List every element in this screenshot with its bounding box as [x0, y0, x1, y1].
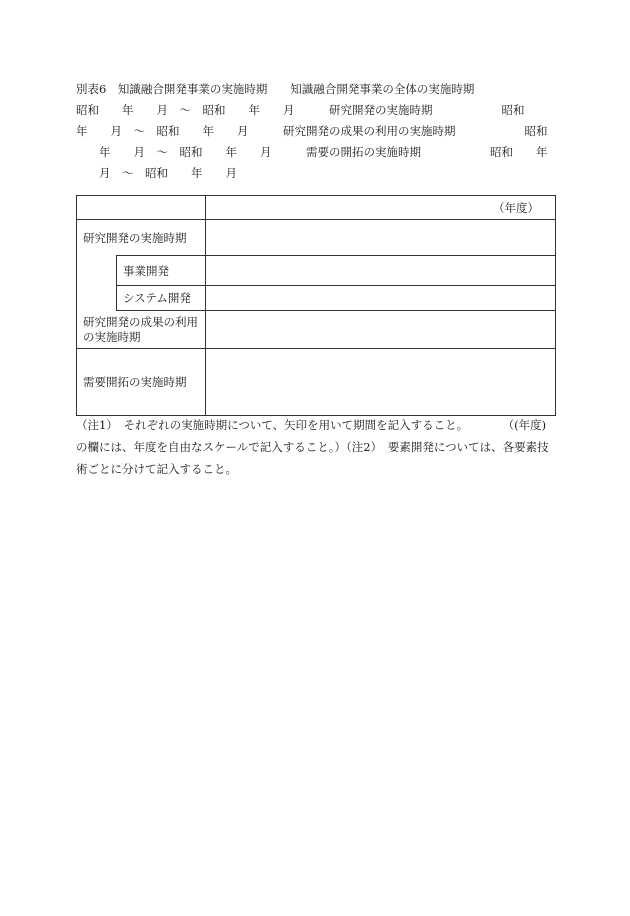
header-line-1: 別表6 知識融合開発事業の実施時期 知識融合開発事業の全体の実施時期	[76, 82, 475, 96]
research-label: 研究開発の実施時期	[77, 220, 206, 256]
business-period-cell	[206, 256, 556, 286]
header-line-4: 年 月 ～ 昭和 年 月 需要の開拓の実施時期 昭和 年	[76, 145, 548, 159]
table-row-system	[77, 286, 556, 311]
business-label: 事業開発	[117, 256, 206, 286]
indent-cell	[77, 256, 117, 286]
table-row-research	[77, 220, 556, 256]
notes-text: （注1） それぞれの実施時期について、矢印を用いて期間を記入すること。 （(年度)の欄には、年度を自由なスケールで記入すること。）（注2） 要素開発については、各要素技術ごとに分けて記入すること。	[76, 418, 549, 476]
demand-label: 需要開拓の実施時期	[77, 349, 206, 416]
system-period-cell	[206, 286, 556, 311]
header-blank-cell	[77, 196, 206, 220]
system-label: システム開発	[117, 286, 206, 311]
header-line-3: 年 月 ～ 昭和 年 月 研究開発の成果の利用の実施時期 昭和	[76, 124, 548, 138]
header-line-5: 月 ～ 昭和 年 月	[76, 166, 237, 180]
research-period-cell	[206, 220, 556, 256]
table-row-business	[77, 256, 556, 286]
table-row-results	[77, 311, 556, 349]
results-label: 研究開発の成果の利用の実施時期	[77, 311, 206, 349]
demand-period-cell	[206, 349, 556, 416]
year-label: （年度）	[206, 196, 556, 220]
results-period-cell	[206, 311, 556, 349]
table-header-row	[77, 196, 556, 220]
schedule-table	[76, 195, 556, 416]
indent-cell	[77, 286, 117, 311]
header-line-2: 昭和 年 月 ～ 昭和 年 月 研究開発の実施時期 昭和	[76, 103, 525, 117]
table-row-demand	[77, 349, 556, 416]
